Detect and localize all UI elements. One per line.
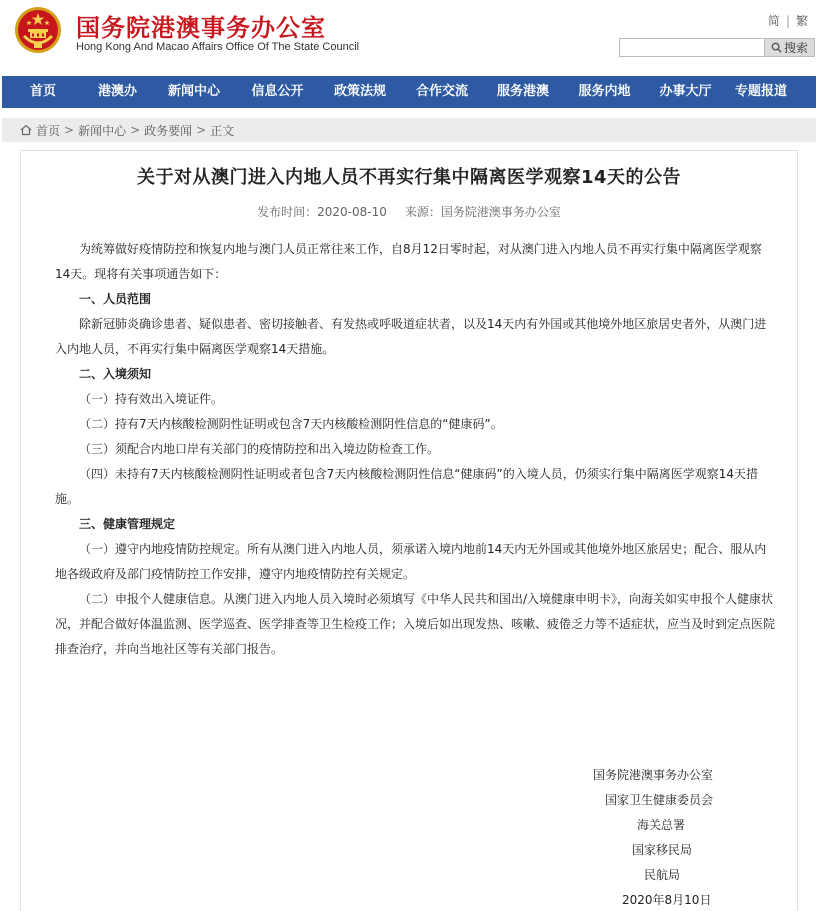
nav-item-cooperation[interactable]: 合作交流 — [415, 84, 468, 99]
signoff-org: 国务院港澳事务办公室 — [593, 768, 714, 782]
nav-item-hmo[interactable]: 港澳办 — [97, 84, 137, 99]
section-heading-health: 三、健康管理规定 — [79, 517, 176, 531]
body-paragraph: （一）遵守内地疫情防控规定。所有从澳门进入内地人员，须承诺入境内地前14天内无外国或其他境外地区旅居史；配合、服从内地各级政府及部门疫情防控工作安排，遵守内地疫情防控有关规定。 — [55, 542, 767, 581]
search-button-label: 搜索 — [783, 41, 808, 55]
breadcrumb-gov-news[interactable]: 政务要闻 — [144, 123, 193, 138]
nav-item-special-reports[interactable]: 专题报道 — [734, 84, 787, 99]
signoff-org: 海关总署 — [637, 818, 686, 832]
article-title: 关于对从澳门进入内地人员不再实行集中隔离医学观察14天的公告 — [136, 167, 682, 188]
traditional-chinese-link[interactable]: 繁 — [795, 14, 808, 28]
nav-item-service-hall[interactable]: 办事大厅 — [659, 84, 712, 99]
body-paragraph: （三）须配合内地口岸有关部门的疫情防控和出入境边防检查工作。 — [79, 442, 440, 456]
nav-item-policies[interactable]: 政策法规 — [333, 84, 386, 99]
breadcrumb-separator: > — [130, 123, 141, 137]
site-header — [0, 0, 818, 76]
signoff-org: 国家卫生健康委员会 — [605, 793, 714, 807]
body-paragraph: （二）持有7天内核酸检测阴性证明或包含7天内核酸检测阴性信息的“健康码”。 — [79, 417, 503, 431]
search-button[interactable] — [765, 38, 815, 57]
site-subtitle: Hong Kong And Macao Affairs Office Of The State Council — [76, 41, 360, 53]
section-heading-scope: 一、人员范围 — [79, 292, 152, 306]
nav-item-home[interactable]: 首页 — [29, 84, 56, 99]
body-paragraph: （一）持有效出入境证件。 — [79, 392, 224, 406]
main-nav — [2, 76, 816, 108]
breadcrumb-current: 正文 — [210, 123, 235, 138]
search-icon — [771, 42, 782, 53]
article-meta — [21, 203, 797, 220]
language-switch — [768, 12, 808, 29]
signoff-org: 国家移民局 — [632, 843, 693, 857]
nav-item-info-disclosure[interactable]: 信息公开 — [251, 84, 304, 99]
body-paragraph: （二）申报个人健康信息。从澳门进入内地人员入境时必须填写《中华人民共和国出/入境健康申明卡》，向海关如实申报个人健康状况，并配合做好体温监测、医学巡查、医学排查等卫生检疫工作；入境后如出现发热、咳嗽、疲倦乏力等不适症状，应当及时到定点医院排查治疗，并向当地社区等有关部门报告。 — [55, 592, 776, 656]
body-paragraph: （四）未持有7天内核酸检测阴性证明或者包含7天内核酸检测阴性信息“健康码”的入境人员，仍须实行集中隔离医学观察14天措施。 — [55, 467, 758, 506]
signoff-org: 民航局 — [644, 868, 681, 882]
article-source: 来源：国务院港澳事务办公室 — [404, 205, 561, 219]
intro-paragraph: 为统筹做好疫情防控和恢复内地与澳门人员正常往来工作，自8月12日零时起，对从澳门进入内地人员不再实行集中隔离医学观察14天。现将有关事项通告如下： — [55, 242, 762, 281]
body-paragraph: 除新冠肺炎确诊患者、疑似患者、密切接触者、有发热或呼吸道症状者，以及14天内有外国或其他境外地区旅居史者外，从澳门进入内地人员，不再实行集中隔离医学观察14天措施。 — [55, 317, 767, 356]
search-input[interactable] — [619, 38, 765, 57]
signoff-date: 2020年8月10日 — [622, 893, 712, 907]
section-heading-entry: 二、入境须知 — [79, 367, 152, 381]
breadcrumb-separator: > — [196, 123, 207, 137]
article-body — [55, 237, 775, 662]
site-title[interactable]: 国务院港澳事务办公室 — [76, 14, 326, 42]
nav-item-serve-hk-macao[interactable]: 服务港澳 — [496, 84, 549, 99]
article — [20, 150, 798, 911]
breadcrumb-news-center[interactable]: 新闻中心 — [78, 123, 127, 138]
breadcrumb-separator: > — [64, 123, 75, 137]
publish-date: 发布时间：2020-08-10 — [257, 205, 387, 219]
simplified-chinese-link[interactable]: 简 — [767, 14, 780, 28]
home-icon[interactable] — [20, 124, 32, 136]
nav-item-news-center[interactable]: 新闻中心 — [167, 84, 220, 99]
breadcrumb — [2, 118, 816, 142]
language-separator: | — [785, 14, 790, 28]
breadcrumb-home[interactable]: 首页 — [36, 123, 61, 138]
nav-item-serve-mainland[interactable]: 服务内地 — [578, 84, 631, 99]
national-emblem-icon[interactable] — [14, 6, 62, 54]
